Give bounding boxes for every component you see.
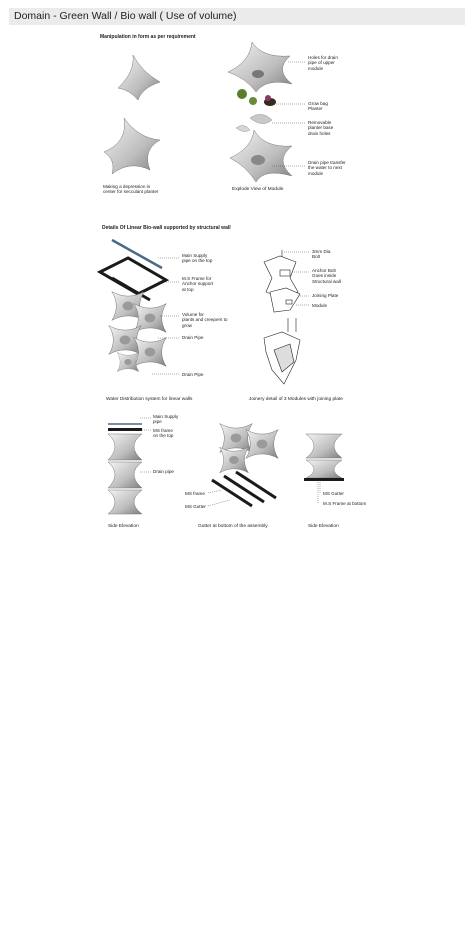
label-right-ms-gutter: MS Gutter	[323, 491, 344, 496]
label-holes-drain-pipe: Holes for drain pipe of upper module	[308, 55, 338, 71]
section2-heading: Details Of Linear Bio-wall supported by structural wall	[102, 225, 231, 231]
module-form-1	[118, 55, 160, 100]
label-module: Module	[312, 303, 328, 308]
caption-side-elevation-left: Side Elevation	[108, 524, 139, 529]
label-bolt: 3mm Dia Bolt	[312, 249, 331, 260]
module-wall	[109, 292, 166, 372]
label-joining-plate: Joining Plate	[312, 293, 339, 298]
label-elev-main-supply: Main Supply pipe	[153, 414, 179, 425]
removable-base	[250, 114, 272, 123]
label-grow-bag-planter: Grow bag Planter	[308, 101, 328, 112]
label-gutter-ms-gutter: MS Gutter	[185, 504, 206, 509]
gutter-modules	[220, 424, 279, 473]
label-drain-pipe-1: Drain Pipe	[182, 335, 204, 340]
elevation-gutter	[304, 478, 344, 481]
label-gutter-ms-frame: MS frame	[185, 491, 205, 496]
label-volume: Volume for plants and creepers to grow	[182, 312, 228, 328]
caption-gutter-assembly: Gutter at bottom of the assembly	[198, 524, 268, 529]
label-elev-ms-frame: MS frame on the top	[153, 428, 174, 439]
elevation-modules-right	[306, 434, 342, 478]
page-title: Domain - Green Wall / Bio wall ( Use of volume)	[14, 10, 237, 22]
module-form-2	[104, 118, 160, 174]
label-right-ms-frame-bottom: M.S Frame at bottom	[323, 501, 367, 506]
label-main-supply: Main Supply pipe on the top	[182, 253, 213, 264]
caption-explode-view: Explode View of Module	[232, 187, 284, 192]
label-anchor-bolt: Anchor Bolt Goes inside Structural wall	[312, 268, 341, 284]
caption-water-distribution: Water Distribution system for linear walls	[106, 397, 193, 402]
caption-side-elevation-right: Side Elevation	[308, 524, 339, 529]
label-drain-pipe-2: Drain Pipe	[182, 372, 204, 377]
elevation-modules-left	[108, 434, 142, 514]
gutter-frame	[212, 472, 276, 506]
label-ms-frame: M.S Frame for Anchor support at top	[182, 276, 214, 292]
caption-depression: Making a depression in center for secculant planter	[103, 184, 159, 195]
label-elev-drain-pipe: Drain pipe	[153, 469, 174, 474]
joinery-drawing	[264, 250, 300, 384]
label-removable-base: Removable planter base drain holes	[308, 120, 334, 136]
caption-joinery-detail: Joinery detail of 3 Modules with joining plate	[249, 397, 343, 402]
plant-1	[237, 89, 247, 99]
upper-module	[228, 42, 292, 92]
section1-heading: Manipulation in form as per requirement	[100, 34, 196, 40]
label-drain-pipe-transfer: Drain pipe transfer the water to next module	[308, 160, 346, 176]
